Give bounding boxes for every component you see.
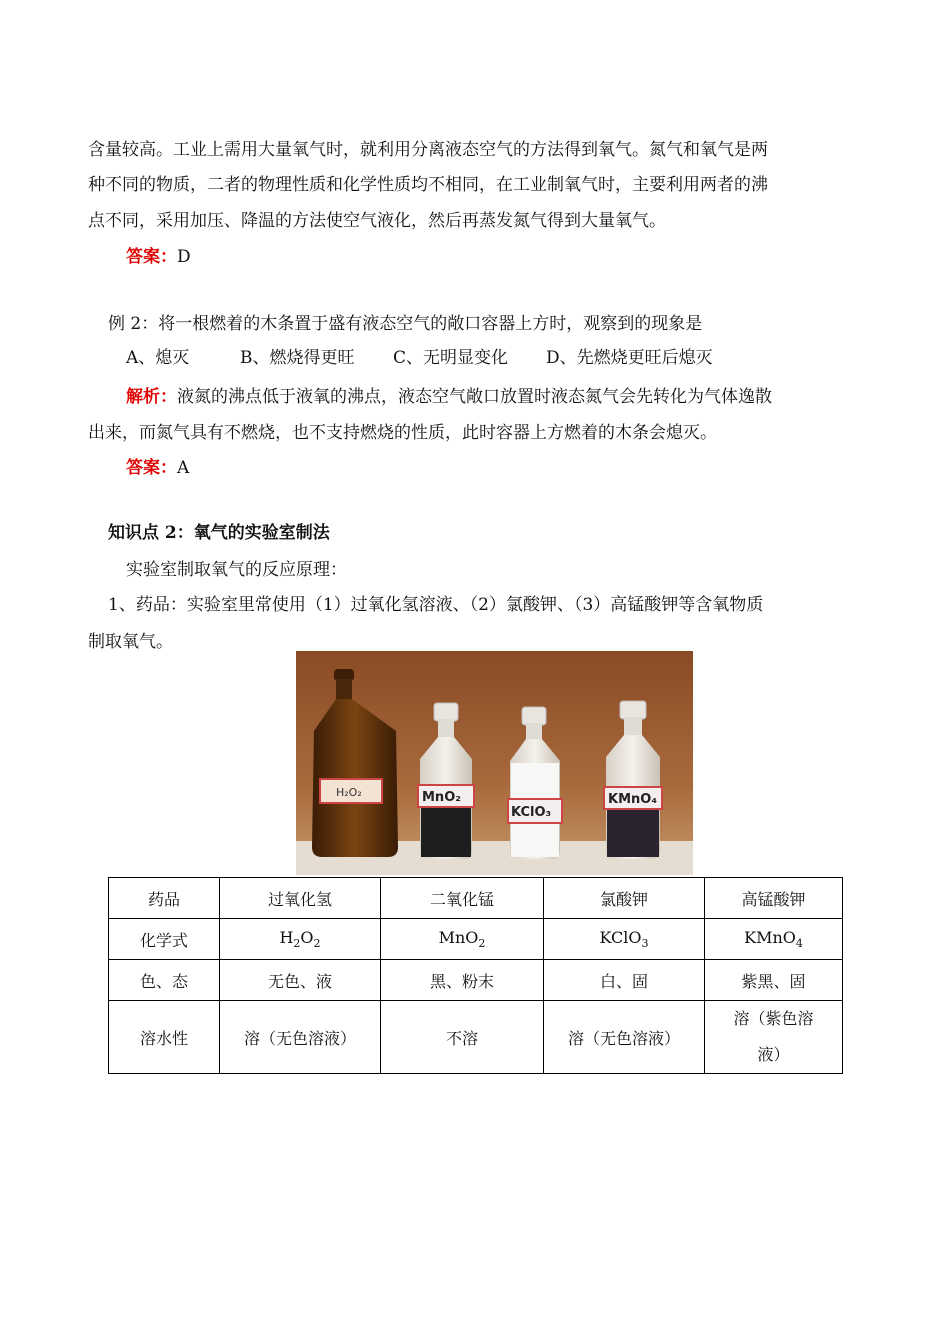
analysis-label: 解析：: [126, 387, 177, 407]
table-cell: [109, 919, 220, 960]
section-intro: 实验室制取氧气的反应原理：: [126, 560, 347, 580]
row-label-color: 色、态: [139, 971, 188, 991]
paragraph-line: 点不同，采用加压、降温的方法使空气液化，然后再蒸发氮气得到大量氧气。: [88, 211, 666, 231]
solubility-kclo3: 溶（无色溶液）: [567, 1028, 680, 1048]
table-cell: [705, 878, 843, 919]
header-drug: 药品: [147, 889, 180, 909]
kmno4-label: KMnO₄: [608, 792, 658, 807]
header-h2o2: 过氧化氢: [267, 889, 332, 909]
header-kmno4: 高锰酸钾: [741, 889, 806, 909]
table-cell: [381, 919, 544, 960]
answer-value: A: [177, 458, 190, 478]
table-cell: [544, 960, 705, 1001]
header-kclo3: 氯酸钾: [599, 889, 648, 909]
table-cell: [544, 878, 705, 919]
table-cell: [544, 1001, 705, 1074]
table-cell: [109, 1001, 220, 1074]
table-cell: [705, 960, 843, 1001]
answer-label: 答案：: [126, 458, 177, 478]
table-row: [109, 919, 843, 960]
option-a: A、熄灭: [126, 348, 190, 368]
color-kclo3: 白、固: [599, 971, 648, 991]
example-2-question: 例 2：将一根燃着的木条置于盛有液态空气的敞口容器上方时，观察到的现象是: [108, 314, 703, 334]
table-cell: [705, 919, 843, 960]
analysis-line-2: 出来，而氮气具有不燃烧，也不支持燃烧的性质，此时容器上方燃着的木条会熄灭。: [88, 423, 717, 443]
item-1-line-2: 制取氧气。: [88, 632, 173, 652]
table-cell: [220, 960, 381, 1001]
option-c: C、无明显变化: [393, 348, 509, 368]
table-cell: [381, 878, 544, 919]
solubility-h2o2: 溶（无色溶液）: [243, 1028, 356, 1048]
formula-kmno4: KMnO$_4$: [744, 927, 803, 951]
analysis-line-1: [126, 386, 772, 408]
analysis-text: 液氮的沸点低于液氧的沸点，液态空气敞口放置时液态氮气会先转化为气体逸散: [177, 387, 772, 407]
mno2-label: MnO₂: [422, 790, 461, 805]
table-cell: [220, 919, 381, 960]
table-cell: [220, 1001, 381, 1074]
color-mno2: 黑、粉末: [429, 971, 494, 991]
color-h2o2: 无色、液: [267, 971, 332, 991]
h2o2-label: H₂O₂: [336, 786, 362, 799]
option-d: D、先燃烧更旺后熄灭: [546, 348, 713, 368]
solubility-mno2: 不溶: [445, 1028, 478, 1048]
kclo3-label: KClO₃: [511, 805, 552, 820]
table-cell: [705, 1001, 843, 1074]
color-kmno4: 紫黑、固: [741, 971, 806, 991]
paragraph-line: 含量较高。工业上需用大量氧气时，就利用分离液态空气的方法得到氧气。氮气和氧气是两: [88, 140, 768, 160]
table-row: [109, 960, 843, 1001]
answer-1: [126, 246, 191, 268]
header-mno2: 二氧化锰: [429, 889, 494, 909]
table-row: [109, 878, 843, 919]
table-cell: [381, 960, 544, 1001]
table-row: [109, 1001, 843, 1074]
row-label-formula: 化学式: [139, 930, 188, 950]
table-cell: [220, 878, 381, 919]
section-heading: 知识点 2：氧气的实验室制法: [108, 523, 330, 543]
answer-value: D: [177, 247, 191, 267]
answer-2: [126, 457, 189, 479]
row-label-solubility: 溶水性: [139, 1028, 188, 1048]
solubility-kmno4: 溶（紫色溶 液）: [733, 1009, 814, 1064]
item-1-line-1: 1、药品：实验室里常使用（1）过氧化氢溶液、（2）氯酸钾、（3）高锰酸钾等含氧物质: [108, 595, 764, 615]
option-b: B、燃烧得更旺: [240, 348, 355, 368]
table-cell: [109, 960, 220, 1001]
example-2-options: [126, 347, 713, 369]
table-cell: [381, 1001, 544, 1074]
reagent-table: [108, 877, 843, 1074]
formula-h2o2: $H_2O_2$: [279, 927, 321, 951]
table-cell: [109, 878, 220, 919]
formula-mno2: MnO$_2$: [438, 927, 486, 951]
paragraph-line: 种不同的物质，二者的物理性质和化学性质均不相同，在工业制氧气时，主要利用两者的沸: [88, 175, 768, 195]
answer-label: 答案：: [126, 247, 177, 267]
table-cell: [544, 919, 705, 960]
reagent-bottles-photo: [296, 651, 693, 875]
formula-kclo3: KClO$_3$: [599, 927, 649, 951]
